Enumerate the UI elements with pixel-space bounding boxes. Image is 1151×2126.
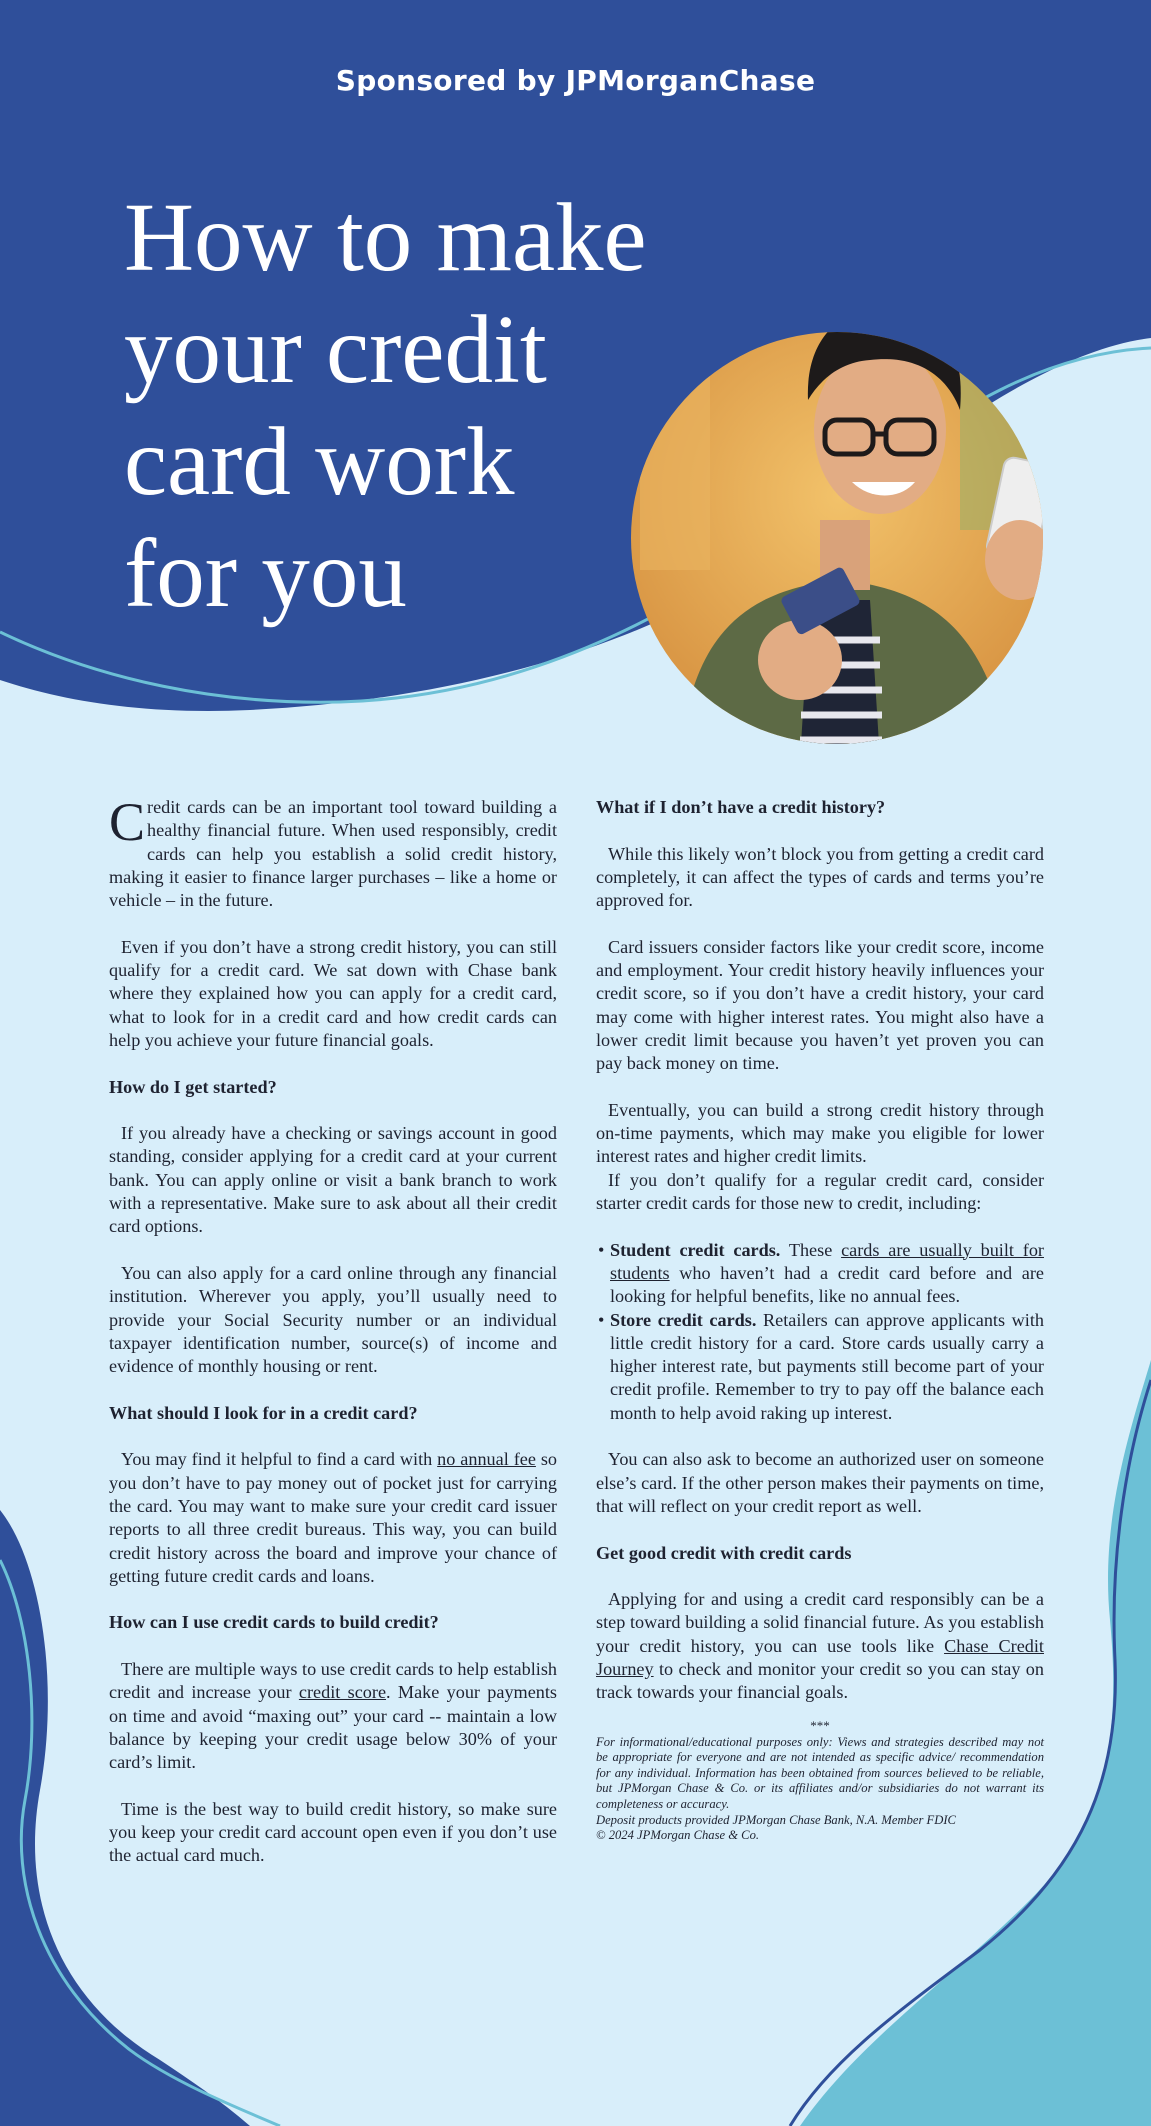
paragraph: While this likely won’t block you from getting a credit card completely, it can affect the types of cards and terms you’re approved for. (596, 843, 1044, 911)
section-heading: Get good credit with credit cards (596, 1542, 852, 1563)
list-item (596, 1239, 1044, 1309)
paragraph: If you already have a checking or savings account in good standing, consider applying for a credit card at your current bank. You can apply online or visit a bank branch to work with a representative. Make sure to ask about all their credit card options. (109, 1123, 557, 1237)
headline (124, 182, 744, 630)
bullet-icon: • (598, 1239, 605, 1260)
separator-stars: *** (810, 1717, 830, 1733)
student-cards-link[interactable]: cards are usually built for students (610, 1239, 1044, 1283)
drop-cap: C (109, 792, 146, 852)
bullet-icon: • (598, 1309, 605, 1330)
headline-line: card work (124, 408, 515, 515)
paragraph: Card issuers consider factors like your credit score, income and employment. Your credit history heavily influences your credit score, so if you don’t have a credit history, your card may come with higher interest rates. You might also have a lower credit limit because you haven’t yet proven you can pay back money on time. (596, 936, 1044, 1074)
paragraph: Even if you don’t have a strong credit history, you can still qualify for a credit card. We sat down with Chase bank where they explained how you can apply for a credit card, what to look for in a credit card and how credit cards can help you achieve your future financial goals. (109, 936, 557, 1050)
intro-text: redit cards can be an important tool toward building a healthy financial future. When used responsibly, credit cards can help you establish a solid credit history, making it easier to finance larger purchases – like a home or vehicle – in the future. (109, 797, 557, 911)
section-heading: How do I get started? (109, 1076, 277, 1097)
paragraph (596, 1588, 1044, 1704)
section-heading: What should I look for in a credit card? (109, 1402, 418, 1423)
paragraph (109, 1658, 557, 1774)
bullet-list (596, 1239, 1044, 1425)
text: There are multiple ways to use credit cards to help establish credit and increase your (109, 1658, 557, 1703)
section-heading: How can I use credit cards to build credit? (109, 1612, 439, 1633)
paragraph: Eventually, you can build a strong credit history through on-time payments, which may make you eligible for lower interest rates and higher credit limits. (596, 1099, 1044, 1167)
left-column (109, 792, 558, 1891)
paragraph: Time is the best way to build credit history, so make sure you keep your credit card account open even if you don’t use the actual card much. (109, 1798, 557, 1866)
paragraph: You can also ask to become an authorized user on someone else’s card. If the other person makes their payments on time, that will reflect on your credit report as well. (596, 1449, 1044, 1516)
text: You may find it helpful to find a card with (121, 1449, 438, 1470)
text: Applying for and using a credit card responsibly can be a step toward building a solid financial future. As you establish your credit history, you can use tools like (596, 1589, 1044, 1656)
text: to check and monitor your credit so you can stay on track towards your financial goals. (596, 1658, 1044, 1703)
bullet-title: Student credit cards. (610, 1239, 781, 1260)
disclaimer-text: For informational/educational purposes only: Views and strategies described may not be appropriate for everyone and are not intended as specific advice/ recommendation for any individual. Information has been obtained from sources believed to be reliable, but JPMorgan Chase & Co. or its affiliates and/or subsidiaries do not warrant its completeness or accuracy. (596, 1734, 1044, 1811)
chase-credit-journey-link[interactable]: Chase Credit Journey (596, 1635, 1044, 1679)
text: These (780, 1239, 842, 1260)
no-annual-fee-link[interactable]: no annual fee (437, 1449, 536, 1470)
text: who haven’t had a credit card before and are looking for helpful benefits, like no annual fees. (610, 1262, 1044, 1307)
copyright-text: © 2024 JPMorgan Chase & Co. (596, 1828, 760, 1843)
section-heading: What if I don’t have a credit history? (596, 797, 886, 817)
text: . Make your payments on time and avoid “maxing out” your card -- maintain a low balance by keeping your credit usage below 30% of your card’s limit. (109, 1682, 558, 1773)
right-column (596, 796, 1044, 1844)
paragraph: You can also apply for a card online through any financial institution. Wherever you apply, you’ll usually need to provide your Social Security number or an individual taxpayer identification number, source(s) of income and evidence of monthly housing or rent. (109, 1262, 557, 1377)
credit-score-link[interactable]: credit score (298, 1682, 387, 1703)
disclaimer (596, 1735, 1044, 1844)
paragraph: If you don’t qualify for a regular credit card, consider starter credit cards for those new to credit, including: (596, 1169, 1044, 1214)
sponsor-label: Sponsored by JPMorganChase (335, 64, 816, 97)
headline-line: How to make (124, 184, 647, 291)
text: Retailers can approve applicants with little credit history for a card. Store cards usually carry a higher interest rate, but payments still become part of your credit profile. Remember to try to pay off the balance each month to help avoid raking up interest. (610, 1309, 1044, 1423)
paragraph (109, 1448, 557, 1588)
bullet-title: Store credit cards. (610, 1309, 757, 1330)
fdic-text: Deposit products provided JPMorgan Chase Bank, N.A. Member FDIC (596, 1812, 956, 1827)
intro-paragraph (109, 792, 557, 912)
headline-line: for you (124, 520, 407, 627)
headline-line: your credit (124, 296, 547, 403)
text: so you don’t have to pay money out of pocket just for carrying the card. You may want to make sure your credit card issuer reports to all three credit bureaus. This way, you can build credit history across the board and improve your chance of getting future credit cards and loans. (109, 1449, 558, 1586)
list-item (596, 1309, 1044, 1425)
